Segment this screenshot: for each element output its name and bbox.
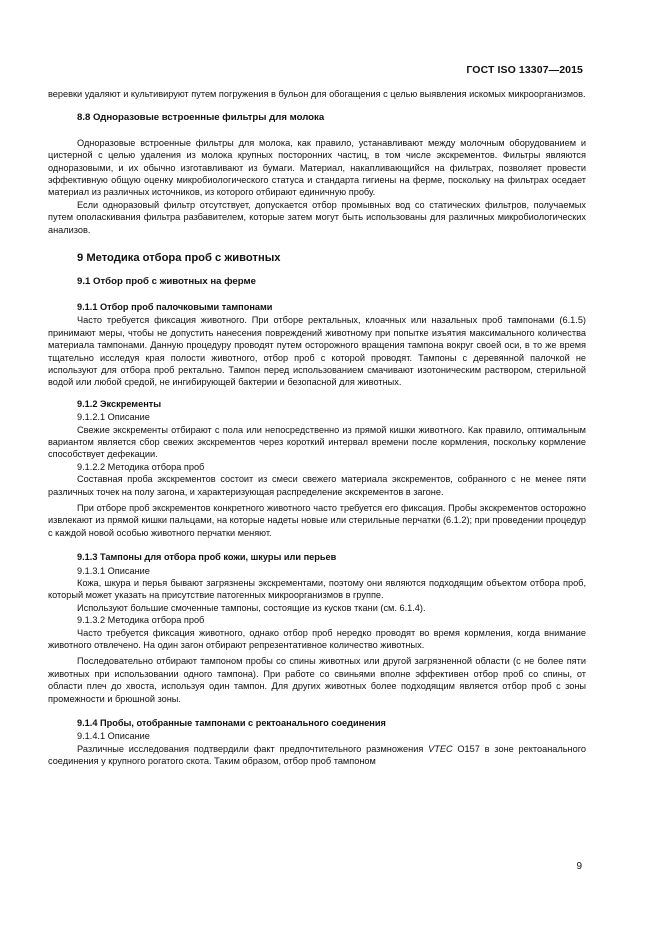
document-id: ГОСТ ISO 13307—2015 bbox=[466, 64, 583, 76]
section-heading-9-1-2: 9.1.2 Экскременты bbox=[77, 398, 162, 409]
page-body bbox=[48, 88, 586, 768]
section-heading-8-8: 8.8 Одноразовые встроенные фильтры для молока bbox=[77, 112, 325, 124]
subsection-heading-9-1-3-2: 9.1.3.2 Методика отбора проб bbox=[77, 615, 205, 626]
text-run: O157 в зоне ректоанального соединения у крупного рогатого скота. Таким образом, отбор проб тампоном bbox=[48, 743, 586, 767]
paragraph: При отборе проб экскрементов конкретного животного часто требуется его фиксация. Пробы экскрементов осторожно извлекают из прямой кишки пальцами, на которые надеты новые или стерильные перчатки (6.1.2); при проведении процедур с каждой новой особью животного перчатки меняют. bbox=[48, 502, 586, 538]
paragraph: веревки удаляют и культивируют путем погружения в бульон для обогащения с целью выявления искомых микроорганизмов. bbox=[48, 89, 586, 99]
section-heading-9-1-3: 9.1.3 Тампоны для отбора проб кожи, шкуры или перьев bbox=[77, 552, 337, 563]
section-heading-9-1-4: 9.1.4 Пробы, отобранные тампонами с ректоанального соединения bbox=[77, 718, 386, 729]
paragraph bbox=[48, 743, 586, 768]
subsection-heading-9-1-2-2: 9.1.2.2 Методика отбора проб bbox=[77, 461, 205, 472]
subsection-heading-9-1-3-1: 9.1.3.1 Описание bbox=[77, 565, 150, 576]
paragraph: Свежие экскременты отбирают с пола или непосредственно из прямой кишки животного. Как правило, оптимальным вариантом является сбор свежих экскрементов через короткий интервал времени после кормления, поскольку кормление способствует дефекации. bbox=[48, 424, 586, 460]
paragraph: Если одноразовый фильтр отсутствует, допускается отбор промывных вод со статических фильтров, получаемых путем ополаскивания фильтра разбавителем, которые затем могут быть использованы для различных микробиологических анализов. bbox=[48, 199, 586, 235]
paragraph: Последовательно отбирают тампоном пробы со спины животных или другой загрязненной области (с не более пяти животных при использовании одного тампона). При работе со свиньями вполне эффективен отбор проб со спины, от области плеч до хвоста, используя один тампон. Для других животных более подходящим является отбор проб с зоны промежности и брюшной зоны. bbox=[48, 656, 586, 704]
paragraph: Кожа, шкура и перья бывают загрязнены экскрементами, поэтому они являются подходящим объектом отбора проб, который может указать на присутствие патогенных микроорганизмов в группе. bbox=[48, 578, 586, 601]
page-number: 9 bbox=[576, 861, 582, 872]
italic-term: VTEC bbox=[428, 743, 453, 754]
section-heading-9-1-1: 9.1.1 Отбор проб палочковыми тампонами bbox=[77, 301, 273, 312]
paragraph: Используют большие смоченные тампоны, состоящие из кусков ткани (см. 6.1.4). bbox=[77, 602, 426, 613]
paragraph: Часто требуется фиксация животного, однако отбор проб нередко проводят во время кормления, когда внимание животного отвлечено. На один загон отбирают репрезентативное количество животных. bbox=[48, 627, 586, 651]
section-heading-9: 9 Методика отбора проб с животных bbox=[77, 252, 281, 265]
text-run: Различные исследования подтвердили факт предпочтительного размножения bbox=[77, 743, 429, 754]
subsection-heading-9-1-2-1: 9.1.2.1 Описание bbox=[77, 412, 150, 423]
paragraph: Составная проба экскрементов состоит из смеси свежего материала экскрементов, собранного с не менее пяти различных точек на полу загона, и характеризующая распределение экскрементов в загоне. bbox=[48, 474, 586, 497]
paragraph: Одноразовые встроенные фильтры для молока, как правило, устанавливают между молочным оборудованием и цистерной с целью удаления из молока крупных посторонних частиц, в том числе экскрементов. Фильтры являются одноразовыми, и их обычно изготавливают из бумаги. Материал, накапливающийся на фильтрах, позволяет провести эффективную общую оценку микробиологического статуса и стандарта гигиены на ферме, поскольку на фильтрах оседает материал из различных источников, из которого отбирают единичную пробу. bbox=[48, 137, 586, 198]
paragraph: Часто требуется фиксация животного. При отборе ректальных, клоачных или назальных проб тампонами (6.1.5) принимают меры, чтобы не допустить нанесения повреждений животному при попытке изъятия максимального количества материала тампонами. Данную процедуру проводят путем осторожного вращения тампона вокруг своей оси, в то же время тщательно исследуя края полости животного, отбор проб с которой проводят. Тампоны с деревянной палочкой не используют для отбора проб ректально. Тампон перед использованием смачивают изотоническим раствором, стерильной водой или любой средой, не ингибирующей бактерии и безопасной для животных. bbox=[48, 315, 586, 388]
section-heading-9-1: 9.1 Отбор проб с животных на ферме bbox=[77, 276, 256, 288]
subsection-heading-9-1-4-1: 9.1.4.1 Описание bbox=[77, 731, 150, 742]
